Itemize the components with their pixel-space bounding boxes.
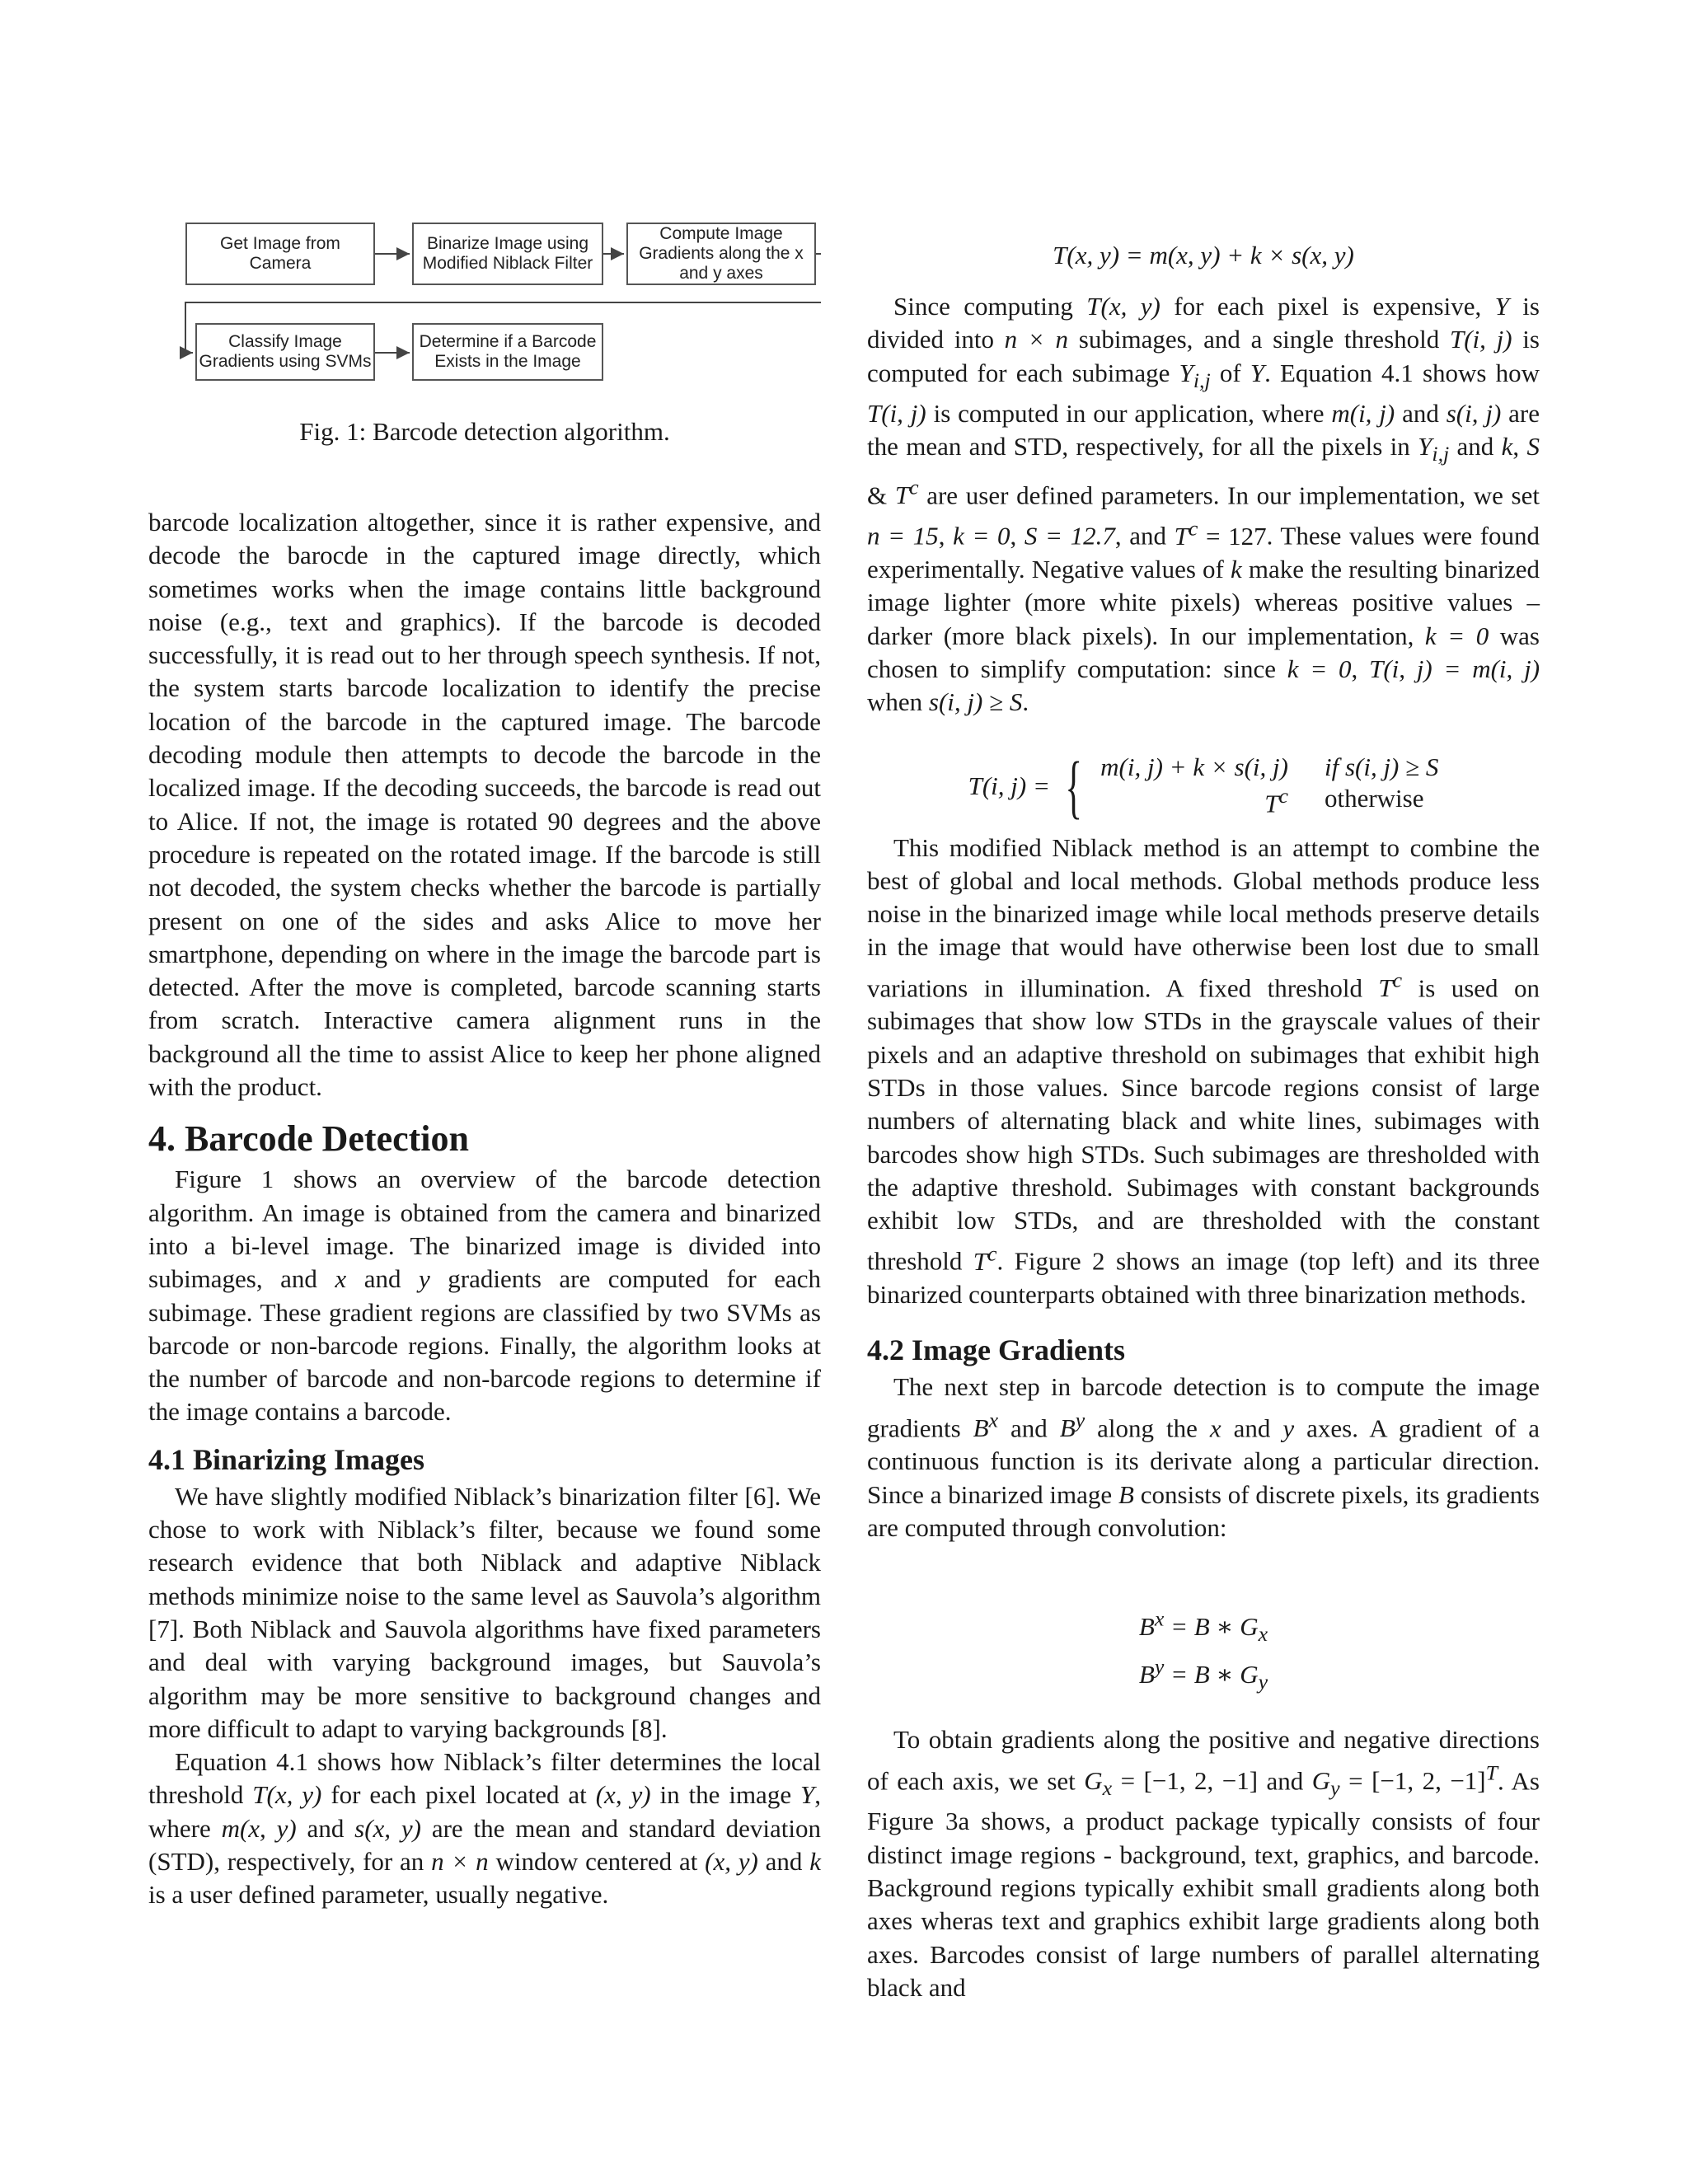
equation-convolution-x: $B^x = B$ ∗ $G_x$ bbox=[1138, 1606, 1268, 1646]
paragraph-gradients: The next step in barcode detection is to compute the image gradients $B^x$ and $B^y$ along the x and y axes. A gradient of a continuous function is its derivate along a particular direction. Since a binarized image B consists of discrete pixels, its gradients are computed through convolution: bbox=[867, 1372, 1540, 1542]
figure-caption: Fig. 1: Barcode detection algorithm. bbox=[299, 417, 670, 446]
paragraph-overview: Figure 1 shows an overview of the barcode detection algorithm. An image is obtained from the camera and binarized into a bi-level image. The binarized image is divided into subimages, and x and y gradients are computed for each subimage. These gradient regions are classified by two SVMs as barcode or non-barcode regions. Finally, the algorithm looks at the number of barcode and non-barcode regions to determine if the image contains a barcode. bbox=[148, 1165, 821, 1427]
subsection-heading-gradients: 4.2 Image Gradients bbox=[867, 1333, 1125, 1367]
flow-box-classify: Classify Image Gradients using SVMs bbox=[195, 323, 375, 381]
flow-box-determine: Determine if a Barcode Exists in the Image bbox=[412, 323, 603, 381]
paragraph-modified-niblack: This modified Niblack method is an attempt to combine the best of global and local methods. Global methods produce less noise in the binarized image while local methods preserve details in the image that would have otherwise been lost due to small variations in illumination. A fixed threshold $T^c$ is used on subimages that show low STDs in the grayscale values of their pixels and an adaptive threshold on subimages that exhibit high STDs in those values. Since barcode regions consist of large numbers of alternating black and white lines, subimages with barcodes show high STDs. Such subimages are thresholded with the adaptive threshold. Subimages with constant backgrounds exhibit low STDs, and are thresholded with the constant threshold $T^c$. Figure 2 shows an image (top left) and its three binarized counterparts obtained with three binarization methods. bbox=[867, 832, 1540, 1310]
subsection-heading-binarizing: 4.1 Binarizing Images bbox=[148, 1442, 425, 1476]
figure-1 bbox=[148, 206, 821, 404]
right-column bbox=[867, 206, 1540, 2004]
paragraph-subimage-threshold: Since computing T(x, y) for each pixel is expensive, Y is divided into n × n subimages, and a single threshold T(i, j) is computed for each subimage $Y_{i,j}$ of Y. Equation 4.1 shows how T(i, j) is computed in our application, where m(i, j) and s(i, j) are the mean and STD, respectively, for all the pixels in $Y_{i,j}$ and k, S & $T^c$ are user defined parameters. In our implementation, we set n = 15, k = 0, S = 12.7, and $T^c = 127$. These values were found experimentally. Negative values of k make the resulting binarized image lighter (more white pixels) whereas positive values – darker (more black pixels). In our implementation, k = 0 was chosen to simplify computation: since k = 0, T(i, j) = m(i, j) when s(i, j) ≥ S. bbox=[867, 292, 1540, 717]
equation-niblack: T(x, y) = m(x, y) + k × s(x, y) bbox=[1053, 241, 1354, 269]
cases-brace: { bbox=[1065, 746, 1082, 826]
equation-modified-niblack: T(i, j) = { m(i, j) + k × s(i, j) if s(i, j) ≥ S $T^c$ otherwise bbox=[968, 746, 1439, 826]
flow-box-compute-gradients: Compute Image Gradients along the x and y axes bbox=[626, 223, 816, 285]
section-heading-barcode-detection: 4. Barcode Detection bbox=[148, 1118, 469, 1160]
paragraph-localization: barcode localization altogether, since it is rather expensive, and decode the barocde in the captured image directly, which sometimes works when the image contains little background noise (e.g., text and graphics). If the barcode is decoded successfully, it is read out to her through speech synthesis. If not, the system starts barcode localization to identify the precise location of the barcode in the captured image. The barcode decoding module then attempts to decode the barcode in the localized image. If the decoding succeeds, the barcode is read out to Alice. If not, the image is rotated 90 degrees and the above procedure is repeated on the rotated image. If the barcode is still not decoded, the system checks whether the barcode is partially present on one of the sides and asks Alice to move her smartphone, depending on where in the image the barcode part is detected. After the move is completed, barcode scanning starts from scratch. Interactive camera alignment runs in the background all the time to assist Alice to keep her phone aligned with the product. bbox=[148, 508, 821, 1102]
flow-box-binarize: Binarize Image using Modified Niblack Filter bbox=[412, 223, 603, 285]
left-column bbox=[148, 206, 821, 1912]
flow-box-get-image: Get Image from Camera bbox=[185, 223, 375, 285]
paragraph-gradient-kernels: To obtain gradients along the positive and negative directions of each axis, we set $G_x = [-1$, 2, −1] and $G_y = [-1$, 2, −1]$^T$. As Figure 3a shows, a product package typically consists of four distinct image regions - background, text, graphics, and barcode. Background regions typically exhibit small gradients along both axes wheras text and graphics exhibit large gradients along both axes. Barcodes consist of large numbers of parallel alternating black and bbox=[867, 1725, 1540, 2002]
paragraph-niblack: We have slightly modified Niblack’s binarization filter [6]. We chose to work with Niblack’s filter, because we found some research evidence that both Niblack and adaptive Niblack methods minimize noise to the same level as Sauvola’s algorithm [7]. Both Niblack and Sauvola algorithms have fixed parameters and deal with varying background images, but Sauvola’s algorithm may be more sensitive to background changes and more difficult to adapt to varying backgrounds [8]. bbox=[148, 1481, 821, 1743]
paragraph-equation-intro: Equation 4.1 shows how Niblack’s filter determines the local threshold T(x, y) for each pixel located at (x, y) in the image Y, where m(x, y) and s(x, y) are the mean and standard deviation (STD), respectively, for an n × n window centered at (x, y) and k is a user defined parameter, usually negative. bbox=[148, 1747, 822, 1910]
equation-convolution-y: $B^y = B$ ∗ $G_y$ bbox=[1138, 1654, 1268, 1694]
